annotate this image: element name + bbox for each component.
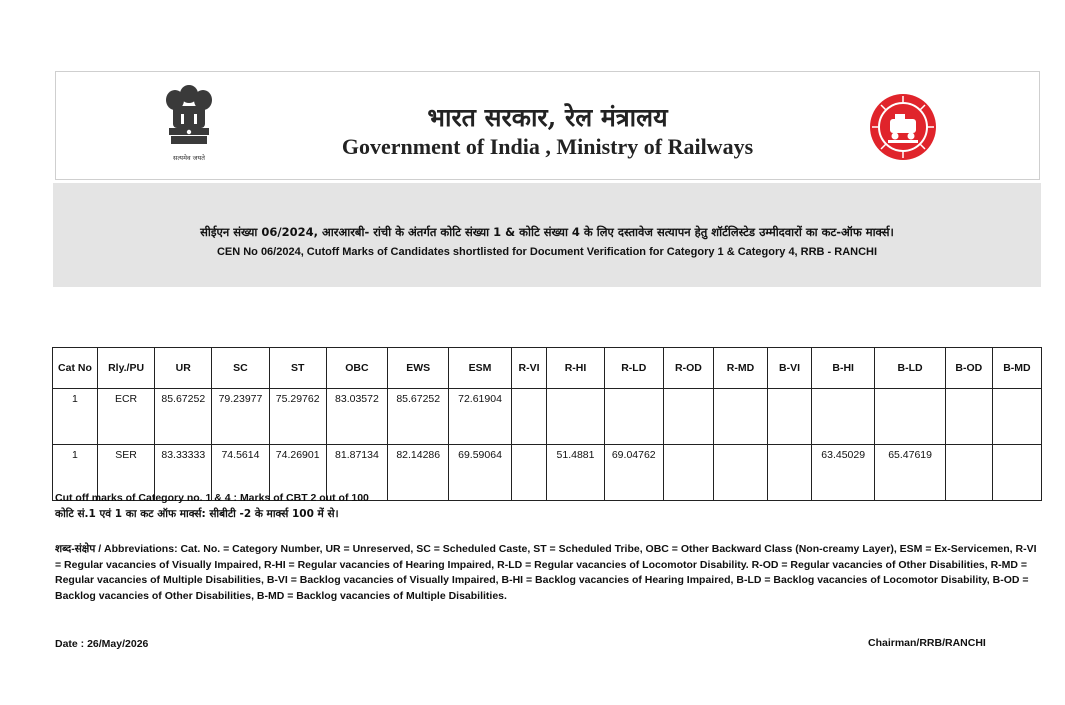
column-header: UR <box>155 348 212 389</box>
table-cell: 51.4881 <box>547 445 604 501</box>
issue-date: Date : 26/May/2026 <box>55 638 149 650</box>
table-cell <box>511 445 547 501</box>
table-cell: 82.14286 <box>388 445 449 501</box>
table-cell: 63.45029 <box>812 445 875 501</box>
table-cell <box>945 445 992 501</box>
column-header: R-HI <box>547 348 604 389</box>
column-header: ST <box>269 348 326 389</box>
table-cell: 83.03572 <box>326 389 387 445</box>
header-title-hindi: भारत सरकार, रेल मंत्रालय <box>427 103 668 132</box>
table-cell <box>875 389 945 445</box>
column-header: Cat No <box>53 348 98 389</box>
notice-title-hindi: सीईएन संख्या 06/2024, आरआरबी- रांची के अंतर्गत कोटि संख्या 1 & कोटि संख्या 4 के लिए दस्तावेज सत्यापन हेतु शॉर्टलिस्टेड उम्मीदवारों का कट-ऑफ मार्क्स। <box>200 225 894 239</box>
cutoff-marks-table <box>52 347 1042 501</box>
column-header: B-MD <box>992 348 1041 389</box>
table-cell <box>945 389 992 445</box>
signatory: Chairman/RRB/RANCHI <box>868 637 986 649</box>
letterhead <box>55 71 1040 180</box>
column-header: B-OD <box>945 348 992 389</box>
table-cell: 85.67252 <box>155 389 212 445</box>
abbreviations-paragraph: शब्द-संक्षेप / Abbreviations: Cat. No. = Category Number, UR = Unreserved, SC = Scheduled Caste, ST = Scheduled Tribe, OBC = Other Backward Class (Non-creamy Layer), ESM = Ex-Servicemen, R-VI = Regular vacancies of Visually Impaired, R-HI = Regular vacancies of Hearing Impaired, R-LD = Regular vacancies of Locomotor Disability. R-OD = Regular vacancies of Other Disabilities, R-MD = Regular vacancies of Multiple Disabilities, B-VI = Backlog vacancies of Visually Impaired, B-HI = Backlog vacancies of Hearing Impaired, B-LD = Backlog vacancies of Locomotor Disability, B-OD = Backlog vacancies of Other Disabilities, B-MD = Backlog vacancies of Multiple Disabilities. <box>55 543 1037 602</box>
table-cell <box>768 389 812 445</box>
emblem-motto: सत्यमेव जयते <box>173 154 205 162</box>
table-cell <box>992 445 1041 501</box>
column-header: R-OD <box>663 348 713 389</box>
table-cell: 79.23977 <box>212 389 269 445</box>
table-cell: 81.87134 <box>326 445 387 501</box>
table-cell <box>812 389 875 445</box>
table-cell <box>663 445 713 501</box>
table-cell: 74.26901 <box>269 445 326 501</box>
table-cell <box>713 445 767 501</box>
table-header-row <box>53 348 1042 389</box>
column-header: B-HI <box>812 348 875 389</box>
table-cell: 1 <box>53 389 98 445</box>
table-cell: 1 <box>53 445 98 501</box>
table-cell: 72.61904 <box>449 389 511 445</box>
table-cell <box>511 389 547 445</box>
column-header: Rly./PU <box>97 348 154 389</box>
column-header: R-LD <box>604 348 663 389</box>
column-header: B-LD <box>875 348 945 389</box>
column-header: OBC <box>326 348 387 389</box>
table-cell: SER <box>97 445 154 501</box>
indian-railways-logo-icon <box>868 92 938 162</box>
table-cell: 83.33333 <box>155 445 212 501</box>
notice-banner <box>53 183 1041 287</box>
notice-title-english: CEN No 06/2024, Cutoff Marks of Candidates shortlisted for Document Verification for Category 1 & Category 4, RRB - RANCHI <box>216 246 878 258</box>
table-cell: 69.59064 <box>449 445 511 501</box>
table-cell: 65.47619 <box>875 445 945 501</box>
table-cell <box>768 445 812 501</box>
table-cell: 75.29762 <box>269 389 326 445</box>
table-cell: 85.67252 <box>388 389 449 445</box>
table-cell <box>547 389 604 445</box>
column-header: SC <box>212 348 269 389</box>
table-cell <box>992 389 1041 445</box>
column-header: ESM <box>449 348 511 389</box>
column-header: B-VI <box>768 348 812 389</box>
table-cell: 69.04762 <box>604 445 663 501</box>
table-cell <box>713 389 767 445</box>
table-cell <box>663 389 713 445</box>
table-row <box>53 389 1042 445</box>
table-cell <box>604 389 663 445</box>
table-cell: 74.5614 <box>212 445 269 501</box>
table-cell: ECR <box>97 389 154 445</box>
column-header: EWS <box>388 348 449 389</box>
cutoff-note-english: Cut off marks of Category no. 1 & 4 : Marks of CBT 2 out of 100 <box>55 492 369 504</box>
column-header: R-VI <box>511 348 547 389</box>
column-header: R-MD <box>713 348 767 389</box>
cutoff-note-hindi: कोटि सं.1 एवं 1 का कट ऑफ मार्क्स: सीबीटी -2 के मार्क्स 100 में से। <box>55 508 339 520</box>
header-title-english: Government of India , Ministry of Railways <box>341 134 754 159</box>
